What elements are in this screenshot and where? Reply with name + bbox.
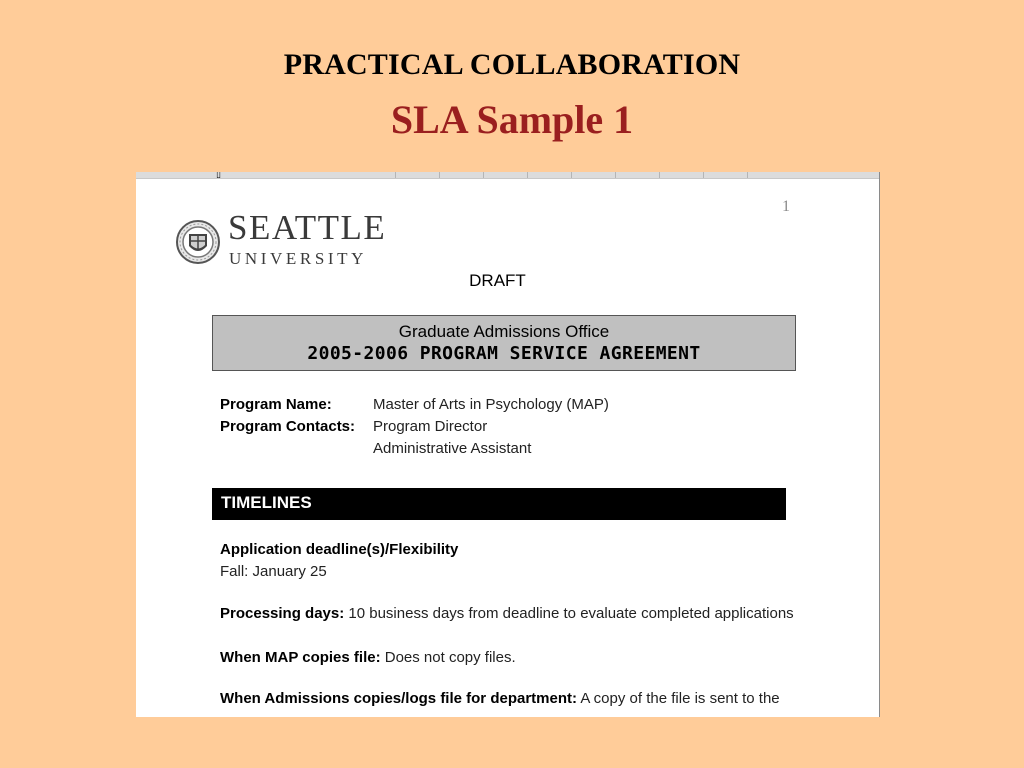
ruler-tick xyxy=(659,172,660,178)
item-value: A copy of the file is sent to the xyxy=(577,690,780,707)
agreement-header-box xyxy=(212,315,796,371)
university-seal-icon xyxy=(176,210,220,274)
field-label: Program Name: xyxy=(220,396,332,413)
timelines-section-header xyxy=(212,488,786,520)
field-label: Program Contacts: xyxy=(220,418,356,435)
ruler-tick xyxy=(483,172,484,178)
ruler-tick xyxy=(527,172,528,178)
office-title: Graduate Admissions Office xyxy=(398,322,610,341)
ruler-tick xyxy=(395,172,396,178)
document-top-ruler xyxy=(136,172,879,179)
map-copies-item xyxy=(220,649,516,666)
logo-wordmark-line2: UNIVERSITY xyxy=(229,249,367,268)
text-cursor-glyph: ▯ xyxy=(216,172,221,180)
application-deadline-value: Fall: January 25 xyxy=(220,563,327,580)
document-page xyxy=(136,172,880,717)
slide-subtitle: SLA Sample 1 xyxy=(390,97,634,142)
logo-wordmark-line1: SEATTLE xyxy=(228,208,387,247)
field-value: Master of Arts in Psychology (MAP) xyxy=(373,396,609,413)
agreement-title: 2005-2006 PROGRAM SERVICE AGREEMENT xyxy=(307,343,701,364)
item-value: Does not copy files. xyxy=(380,649,516,666)
item-label: When Admissions copies/logs file for department: xyxy=(220,690,577,707)
item-label: Application deadline(s)/Flexibility xyxy=(220,541,459,558)
ruler-tick xyxy=(703,172,704,178)
timelines-label: TIMELINES xyxy=(221,493,312,512)
ruler-tick xyxy=(747,172,748,178)
ruler-tick xyxy=(615,172,616,178)
item-value: 10 business days from deadline to evaluate completed applications xyxy=(344,605,794,622)
page-number: 1 xyxy=(782,198,790,215)
draft-label: DRAFT xyxy=(469,271,526,290)
item-label: Processing days: xyxy=(220,605,345,622)
ruler-tick xyxy=(571,172,572,178)
ruler-tick xyxy=(439,172,440,178)
item-label: When MAP copies file: xyxy=(220,649,381,666)
application-deadline-label xyxy=(220,541,458,558)
field-value: Administrative Assistant xyxy=(373,440,532,457)
slide-title: PRACTICAL COLLABORATION xyxy=(283,48,741,81)
field-value: Program Director xyxy=(373,418,488,435)
admissions-copies-item xyxy=(220,690,780,707)
processing-days-item xyxy=(220,605,794,622)
